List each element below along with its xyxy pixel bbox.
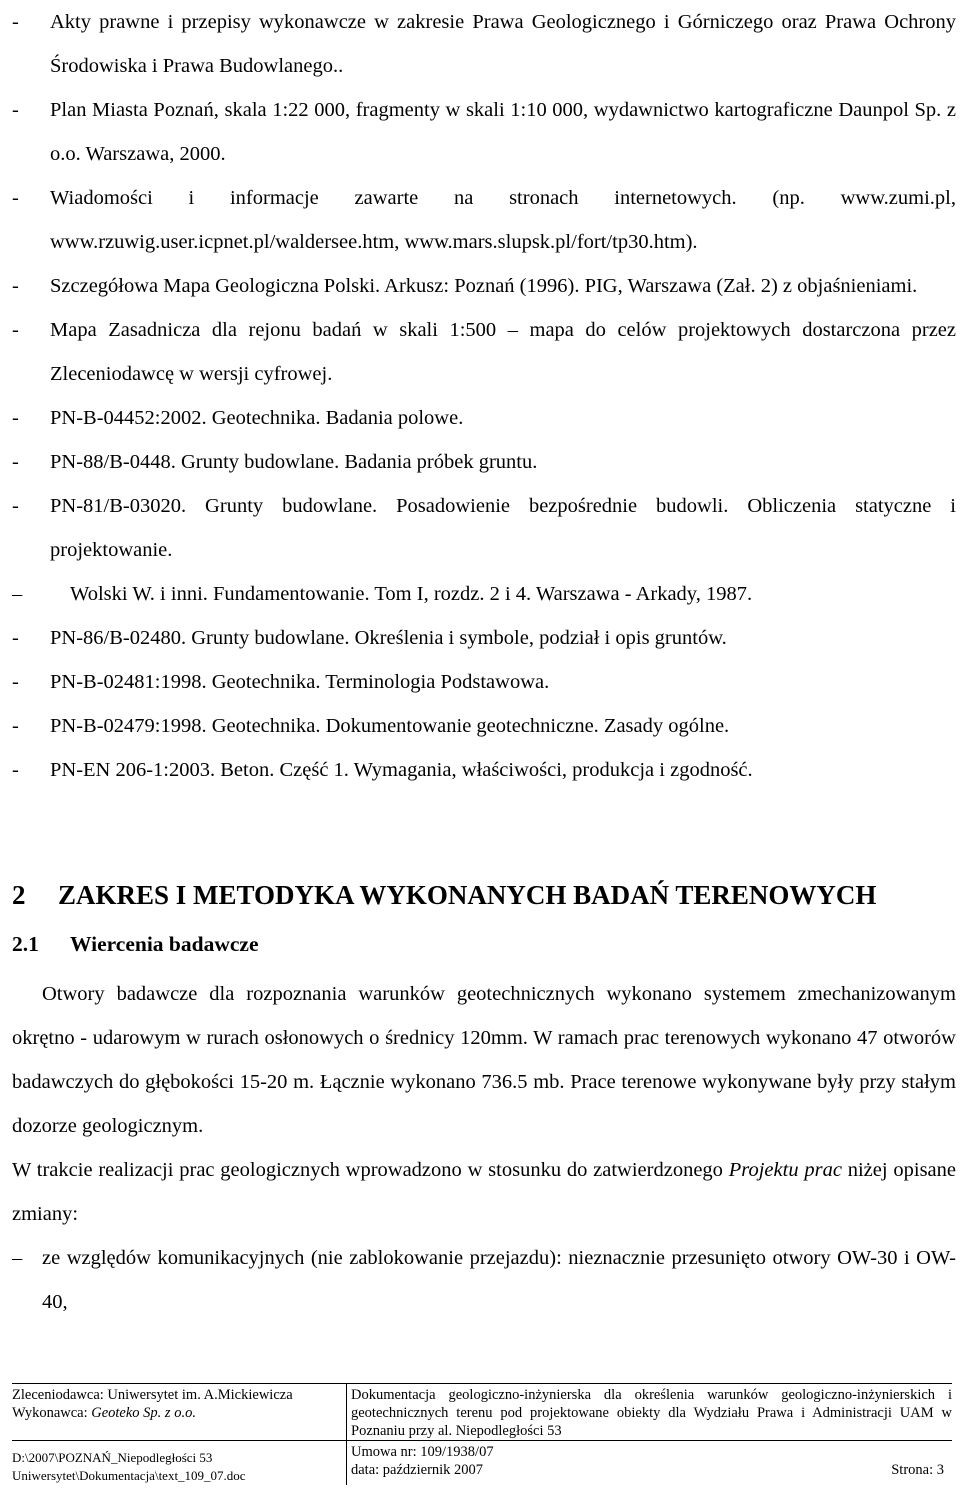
reference-text: Mapa Zasadnicza dla rejonu badań w skali 1:500 – mapa do celów projektowych dostarczona przez Zleceniodawcę w wersji cyfrowej. bbox=[50, 319, 956, 385]
bullet: - bbox=[12, 275, 19, 297]
reference-item bbox=[12, 484, 956, 572]
page-footer bbox=[12, 1383, 952, 1485]
body-text bbox=[12, 972, 956, 1324]
bullet: – bbox=[12, 583, 23, 605]
footer-meta bbox=[347, 1441, 953, 1486]
bullet: - bbox=[12, 495, 19, 517]
reference-text: PN-86/B-02480. Grunty budowlane. Określenia i symbole, podział i opis gruntów. bbox=[50, 627, 727, 649]
subsection-heading bbox=[12, 932, 259, 957]
reference-text: PN-88/B-0448. Grunty budowlane. Badania próbek gruntu. bbox=[50, 451, 538, 473]
footer-parties bbox=[12, 1384, 347, 1441]
footer-contract: Umowa nr: 109/1938/07 bbox=[351, 1444, 494, 1460]
reference-item bbox=[12, 616, 956, 660]
reference-item bbox=[12, 704, 956, 748]
paragraph-text: W trakcie realizacji prac geologicznych wprowadzono w stosunku do zatwierdzonego bbox=[12, 1159, 723, 1181]
list-item bbox=[12, 1236, 956, 1324]
footer-doc-title: Dokumentacja geologiczno-inżynierska dla określenia warunków geologiczno-inżynierskich i geotechnicznych terenu pod projektowane obiekty dla Wydziału Prawa i Administracji UAM w Poznaniu przy al. Niepodległości 53 bbox=[351, 1387, 952, 1439]
subsection-number: 2.1 bbox=[12, 932, 39, 956]
reference-text: PN-EN 206-1:2003. Beton. Część 1. Wymagania, właściwości, produkcja i zgodność. bbox=[50, 759, 753, 781]
bullet: - bbox=[12, 759, 19, 781]
footer-client: Zleceniodawca: Uniwersytet im. A.Mickiewicza bbox=[12, 1387, 293, 1403]
reference-item bbox=[12, 308, 956, 396]
reference-item bbox=[12, 396, 956, 440]
footer-date: data: październik 2007 bbox=[351, 1462, 484, 1478]
subsection-title: Wiercenia badawcze bbox=[70, 932, 259, 956]
reference-text: Wolski W. i inni. Fundamentowanie. Tom I, rozdz. 2 i 4. Warszawa - Arkady, 1987. bbox=[70, 583, 753, 605]
bullet: - bbox=[12, 671, 19, 693]
bullet: - bbox=[12, 11, 19, 33]
reference-item bbox=[12, 660, 956, 704]
section-heading bbox=[12, 880, 876, 911]
bullet: - bbox=[12, 627, 19, 649]
reference-text: PN-B-04452:2002. Geotechnika. Badania polowe. bbox=[50, 407, 464, 429]
reference-item bbox=[12, 88, 956, 176]
reference-item bbox=[12, 440, 956, 484]
reference-item bbox=[12, 176, 956, 264]
paragraph bbox=[12, 1148, 956, 1236]
reference-text: Akty prawne i przepisy wykonawcze w zakresie Prawa Geologicznego i Górniczego oraz Prawa Ochrony Środowiska i Prawa Budowlanego.. bbox=[50, 11, 956, 77]
reference-item bbox=[12, 572, 956, 616]
footer-contractor: Wykonawca: Geoteko Sp. z o.o. bbox=[12, 1405, 196, 1421]
reference-text: Szczegółowa Mapa Geologiczna Polski. Arkusz: Poznań (1996). PIG, Warszawa (Zał. 2) z objaśnieniami. bbox=[50, 275, 918, 297]
paragraph-text: niżej opisane zmiany: bbox=[12, 1159, 956, 1225]
italic-text: Projektu prac bbox=[728, 1159, 842, 1181]
section-number: 2 bbox=[12, 880, 26, 910]
footer-file-path: D:\2007\POZNAŃ_Niepodległości 53 Uniwersytet\Dokumentacja\text_109_07.doc bbox=[12, 1441, 347, 1486]
reference-text: Wiadomości i informacje zawarte na stronach internetowych. (np. www.zumi.pl, www.rzuwig.user.icpnet.pl/waldersee.htm, www.mars.slupsk.pl/fort/tp30.htm). bbox=[50, 187, 956, 253]
bullet: - bbox=[12, 407, 19, 429]
section-title: ZAKRES I METODYKA WYKONANYCH BADAŃ TERENOWYCH bbox=[58, 880, 877, 910]
bullet: - bbox=[12, 319, 19, 341]
reference-text: Plan Miasta Poznań, skala 1:22 000, fragmenty w skali 1:10 000, wydawnictwo kartograficzne Daunpol Sp. z o.o. Warszawa, 2000. bbox=[50, 99, 956, 165]
bullet: - bbox=[12, 715, 19, 737]
reference-item bbox=[12, 748, 956, 792]
bullet: - bbox=[12, 187, 19, 209]
paragraph: Otwory badawcze dla rozpoznania warunków geotechnicznych wykonano systemem zmechanizowanym okrętno - udarowym w rurach osłonowych o średnicy 120mm. W ramach prac terenowych wykonano 47 otworów badawczych do głębokości 15-20 m. Łącznie wykonano 736.5 mb. Prace terenowe wykonywane były przy stałym dozorze geologicznym. bbox=[12, 983, 956, 1137]
footer-page-number: Strona: 3 bbox=[891, 1462, 944, 1478]
reference-text: PN-81/B-03020. Grunty budowlane. Posadowienie bezpośrednie budowli. Obliczenia statyczne i projektowanie. bbox=[50, 495, 956, 561]
reference-item bbox=[12, 0, 956, 88]
references-list bbox=[12, 0, 956, 792]
bullet: - bbox=[12, 451, 19, 473]
list-item-text: ze względów komunikacyjnych (nie zablokowanie przejazdu): nieznacznie przesunięto otwory OW-30 i OW-40, bbox=[42, 1247, 956, 1313]
bullet: - bbox=[12, 99, 19, 121]
reference-text: PN-B-02479:1998. Geotechnika. Dokumentowanie geotechniczne. Zasady ogólne. bbox=[50, 715, 730, 737]
reference-text: PN-B-02481:1998. Geotechnika. Terminologia Podstawowa. bbox=[50, 671, 550, 693]
reference-item bbox=[12, 264, 956, 308]
bullet: – bbox=[12, 1247, 23, 1269]
